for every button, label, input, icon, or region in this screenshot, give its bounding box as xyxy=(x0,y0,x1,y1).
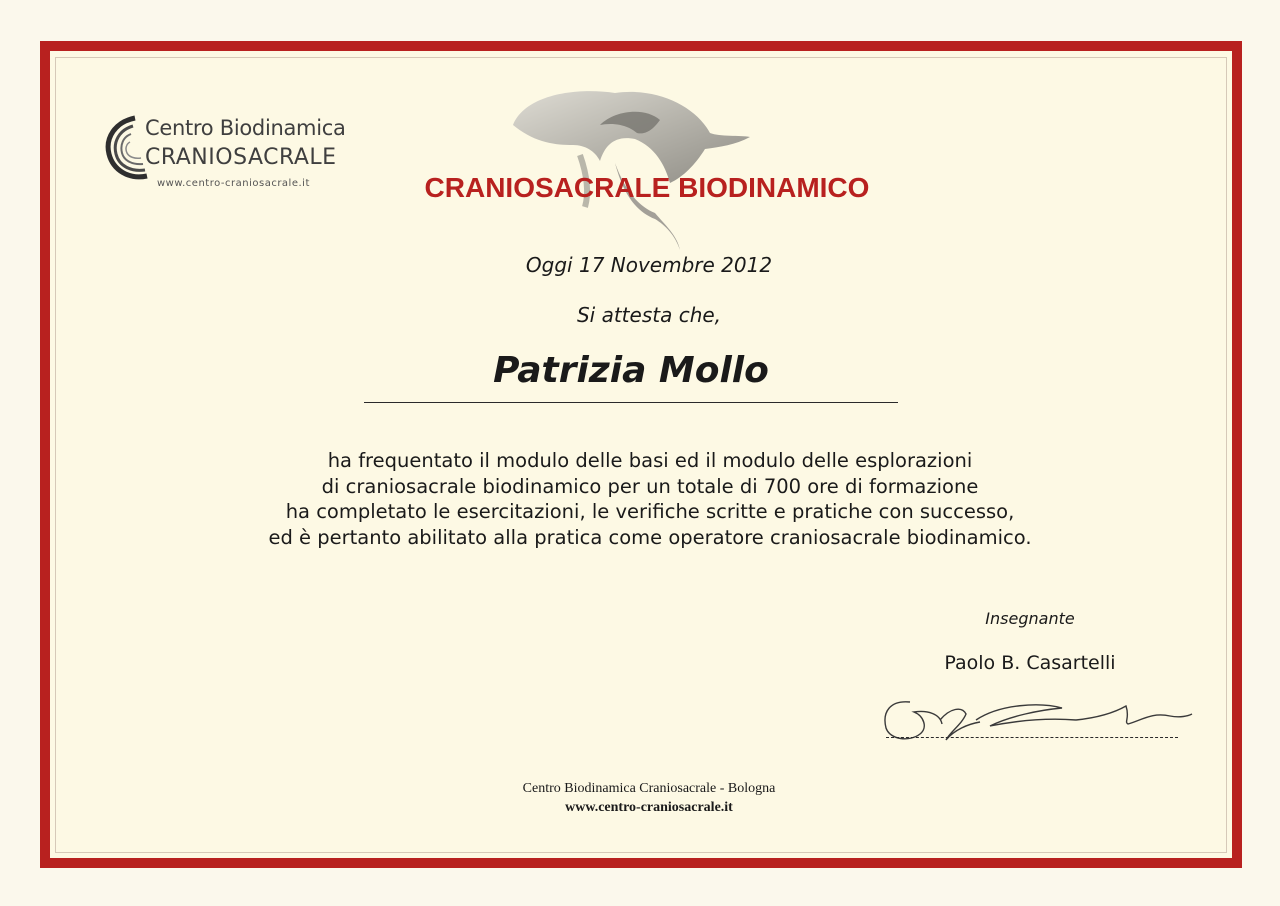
logo-website: www.centro-craniosacrale.it xyxy=(157,178,310,189)
attestation-phrase: Si attesta che, xyxy=(576,303,722,327)
teacher-name: Paolo B. Casartelli xyxy=(944,652,1116,674)
body-line: ha frequentato il modulo delle basi ed il modulo delle esplorazioni xyxy=(327,449,973,472)
teacher-label: Insegnante xyxy=(985,609,1075,628)
recipient-name: Patrizia Mollo xyxy=(493,350,769,391)
logo-text-line1: Centro Biodinamica xyxy=(145,116,346,140)
body-line: ha completato le esercitazioni, le verifiche scritte e pratiche con successo, xyxy=(285,500,1015,523)
spiral-swirl-icon xyxy=(103,114,151,184)
footer-website: www.centro-craniosacrale.it xyxy=(565,800,733,815)
certificate-body xyxy=(150,448,1150,550)
certificate-date: Oggi 17 Novembre 2012 xyxy=(525,253,773,277)
recipient-underline xyxy=(364,402,898,403)
body-line: ed è pertanto abilitato alla pratica come operatore craniosacrale biodinamico. xyxy=(268,525,1032,549)
signature-line xyxy=(886,737,1178,738)
sphenoid-bone-illustration xyxy=(505,85,755,255)
center-logo xyxy=(103,110,368,195)
body-line: di craniosacrale biodinamico per un totale di 700 ore di formazione xyxy=(321,474,979,498)
footer-organization: Centro Biodinamica Craniosacrale - Bologna xyxy=(522,781,776,796)
certificate-title: CRANIOSACRALE BIODINAMICO xyxy=(424,172,870,203)
logo-text-line2: CRANIOSACRALE xyxy=(145,145,337,170)
